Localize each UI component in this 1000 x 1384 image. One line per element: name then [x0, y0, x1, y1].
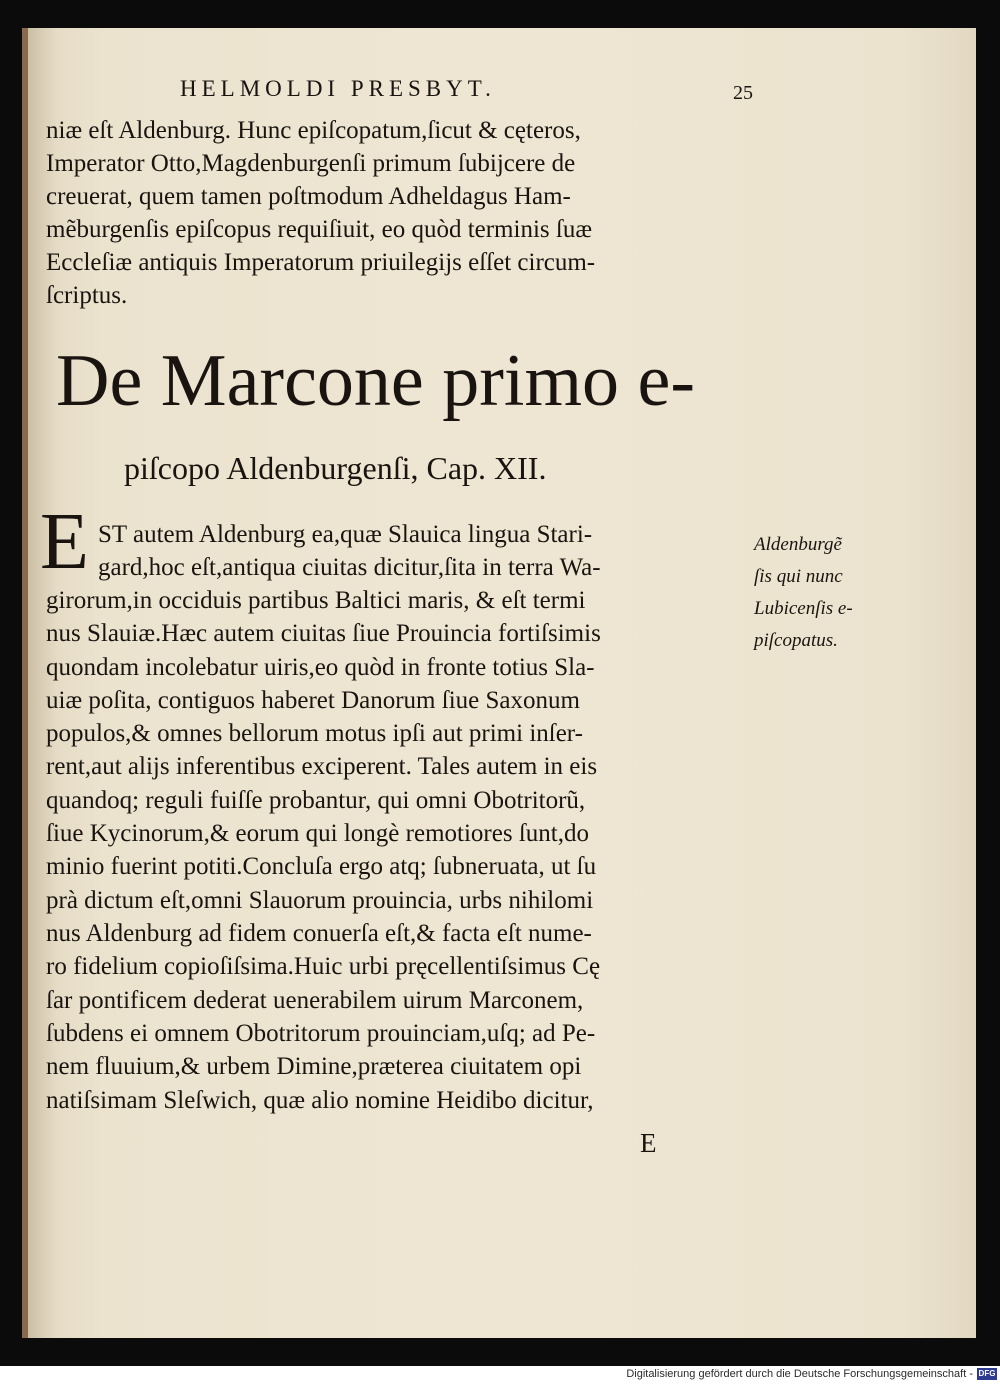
body-line: populos,& omnes bellorum motus ipſi aut primi inſer-	[46, 720, 583, 747]
top-paragraph-line: mẽburgenſis epiſcopus requiſiuit, eo quòd terminis ſuæ	[46, 216, 592, 243]
body-line: ſubdens ei omnem Obotritorum prouinciam,uſq; ad Pe-	[46, 1020, 596, 1047]
top-paragraph-line: ſcriptus.	[46, 282, 128, 309]
top-paragraph-line: niæ eſt Aldenburg. Hunc epiſcopatum,ſicut & cęteros,	[46, 117, 581, 144]
body-line: nem fluuium,& urbem Dimine,præterea ciuitatem opi	[46, 1053, 582, 1080]
chapter-title-line-2: piſcopo Aldenburgenſi, Cap. XII.	[124, 450, 547, 486]
body-line: quandoq; reguli fuiſſe probantur, qui omni Obotritorũ,	[46, 787, 586, 814]
signature-mark: E	[640, 1128, 657, 1158]
margin-note-line: piſcopatus.	[754, 630, 838, 651]
body-line: ro fidelium copioſiſsima.Huic urbi pręcellentiſsimus Cę	[46, 953, 601, 980]
body-line: uiæ poſita, contiguos haberet Danorum ſiue Saxonum	[46, 687, 580, 714]
body-line: minio fuerint potiti.Concluſa ergo atq; ſubneruata, ut ſu	[46, 853, 597, 880]
body-line: gard,hoc eſt,antiqua ciuitas dicitur,ſita in terra Wa-	[98, 554, 601, 581]
body-line: prà dictum eſt,omni Slauorum prouincia, urbs nihilomi	[46, 887, 594, 914]
body-line: ST autem Aldenburg ea,quæ Slauica lingua Stari-	[98, 521, 593, 548]
digitization-credit: Digitalisierung gefördert durch die Deutsche Forschungsgemeinschaft -	[626, 1368, 973, 1380]
running-head: HELMOLDI PRESBYT.	[180, 76, 496, 101]
body-line: rent,aut alijs inferentibus exciperent. Tales autem in eis	[46, 753, 598, 780]
chapter-title-line-1: De Marcone primo e-	[56, 340, 696, 422]
top-paragraph-line: Eccleſiæ antiquis Imperatorum priuilegijs eſſet circum-	[46, 249, 596, 276]
body-line: nus Slauiæ.Hæc autem ciuitas ſiue Prouincia fortiſsimis	[46, 620, 601, 647]
body-line: natiſsimam Sleſwich, quæ alio nomine Heidibo dicitur,	[46, 1087, 594, 1114]
top-paragraph-line: creuerat, quem tamen poſtmodum Adheldagus Ham-	[46, 183, 571, 210]
top-paragraph-line: Imperator Otto,Magdenburgenſi primum ſubijcere de	[46, 150, 576, 177]
dfg-logo: DFG	[978, 1369, 996, 1378]
body-line: quondam incolebatur uiris,eo quòd in fronte totius Sla-	[46, 654, 595, 681]
body-line: ſar pontificem dederat uenerabilem uirum Marconem,	[46, 987, 584, 1014]
margin-note-line: Lubicenſis e-	[754, 598, 853, 619]
folio-number: 25	[733, 82, 753, 104]
body-line: girorum,in occiduis partibus Baltici maris, & eſt termi	[46, 587, 586, 614]
drop-cap: E	[40, 498, 89, 586]
body-line: ſiue Kycinorum,& eorum qui longè remotiores ſunt,do	[46, 820, 589, 847]
body-line: nus Aldenburg ad fidem conuerſa eſt,& facta eſt nume-	[46, 920, 592, 947]
margin-note-line: Aldenburgẽ	[754, 534, 842, 555]
margin-note-line: ſis qui nunc	[754, 566, 843, 587]
